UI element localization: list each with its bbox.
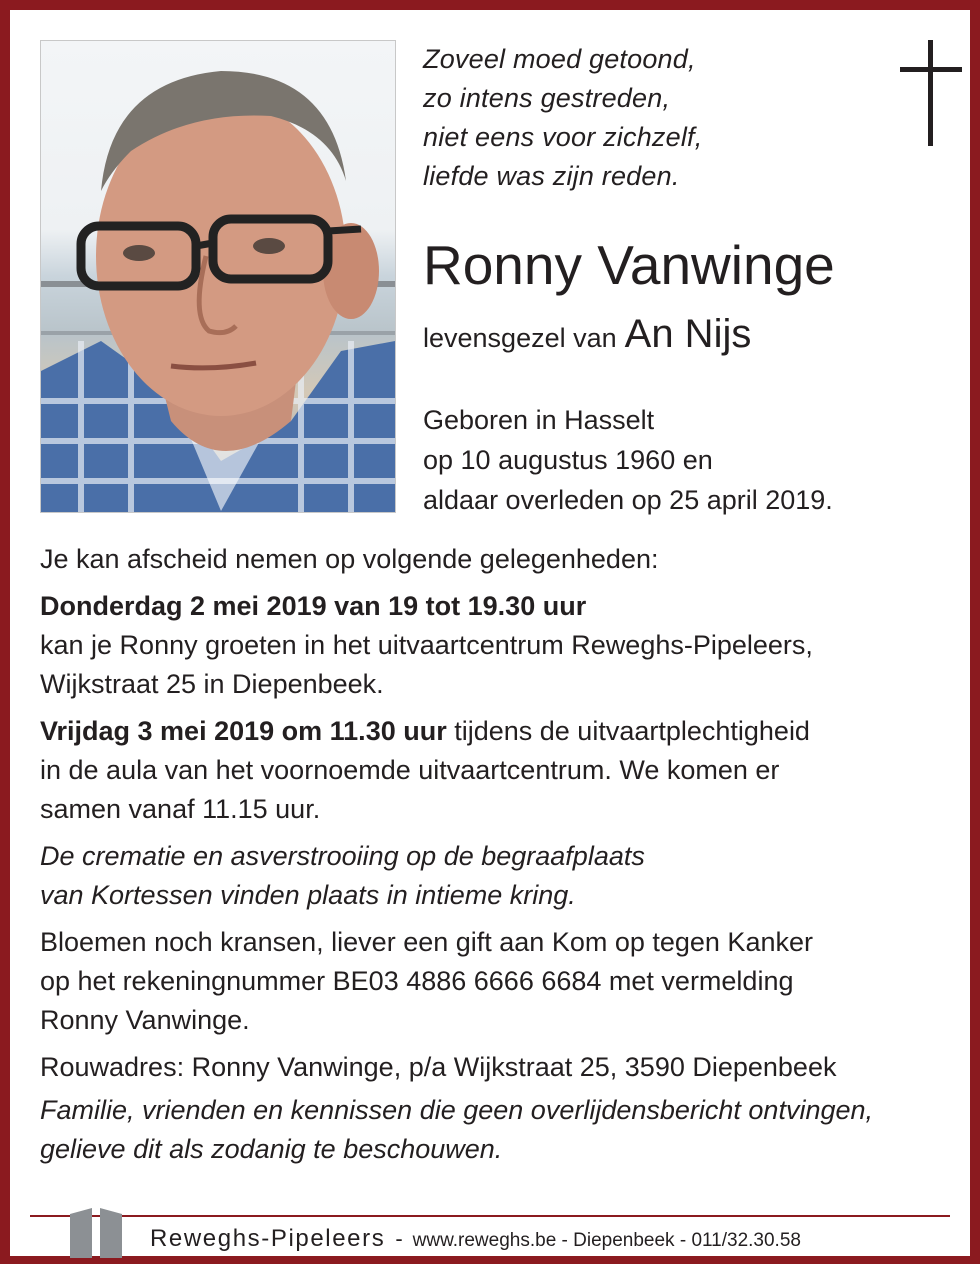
partner-line <box>423 312 751 357</box>
birth-line: Geboren in Hasselt <box>423 405 655 435</box>
footer-separator: - <box>395 1226 403 1251</box>
mourning-address <box>40 1048 970 1087</box>
intro-line: Je kan afscheid nemen op volgende gelegenheden: <box>40 544 659 574</box>
event-1-line: Wijkstraat 25 in Diepenbeek. <box>40 669 384 699</box>
deceased-name: Ronny Vanwinge <box>423 234 835 296</box>
event-2-line: tijdens de uitvaartplechtigheid <box>446 716 810 746</box>
cremation-line: De crematie en asverstrooiing op de begraafplaats <box>40 841 645 871</box>
event-2-line: samen vanaf 11.15 uur. <box>40 794 321 824</box>
event-1-line: kan je Ronny groeten in het uitvaartcentrum Reweghs-Pipeleers, <box>40 630 813 660</box>
poem-line: niet eens voor zichzelf, <box>423 122 703 152</box>
footer-info <box>150 1223 801 1257</box>
event-1-heading: Donderdag 2 mei 2019 van 19 tot 19.30 uur <box>40 591 587 621</box>
birth-line: op 10 augustus 1960 en <box>423 445 713 475</box>
death-line: aldaar overleden op 25 april 2019. <box>423 485 833 515</box>
poem-line: liefde was zijn reden. <box>423 161 680 191</box>
poem-line: zo intens gestreden, <box>423 83 671 113</box>
flowers-note <box>40 923 970 1040</box>
poem-line: Zoveel moed getoond, <box>423 44 696 74</box>
portrait-photo <box>40 40 396 513</box>
partner-name: An Nijs <box>624 312 752 356</box>
event-1 <box>40 587 970 704</box>
event-2 <box>40 712 970 829</box>
cremation-note <box>40 837 970 915</box>
announcement-body <box>40 540 970 1177</box>
funeral-home-logo-icon <box>68 1206 126 1267</box>
footer-divider <box>30 1215 950 1217</box>
flowers-line: op het rekeningnummer BE03 4886 6666 6684 met vermelding <box>40 966 794 996</box>
notice-line: Familie, vrienden en kennissen die geen overlijdensbericht ontvingen, <box>40 1095 874 1125</box>
partner-prefix: levensgezel van <box>423 323 617 353</box>
intro-text <box>40 540 970 579</box>
footer-company: Reweghs-Pipeleers <box>150 1225 386 1252</box>
cremation-line: van Kortessen vinden plaats in intieme kring. <box>40 880 576 910</box>
cross-icon <box>900 40 962 155</box>
flowers-line: Ronny Vanwinge. <box>40 1005 250 1035</box>
notice <box>40 1091 970 1169</box>
address-line: Rouwadres: Ronny Vanwinge, p/a Wijkstraat 25, 3590 Diepenbeek <box>40 1052 837 1082</box>
notice-line: gelieve dit als zodanig te beschouwen. <box>40 1134 503 1164</box>
flowers-line: Bloemen noch kransen, liever een gift aan Kom op tegen Kanker <box>40 927 813 957</box>
poem <box>423 40 702 196</box>
birth-death-info <box>423 400 833 520</box>
event-2-line: in de aula van het voornoemde uitvaartcentrum. We komen er <box>40 755 780 785</box>
event-2-heading: Vrijdag 3 mei 2019 om 11.30 uur <box>40 716 447 746</box>
footer-details: www.reweghs.be - Diepenbeek - 011/32.30.58 <box>412 1230 801 1251</box>
